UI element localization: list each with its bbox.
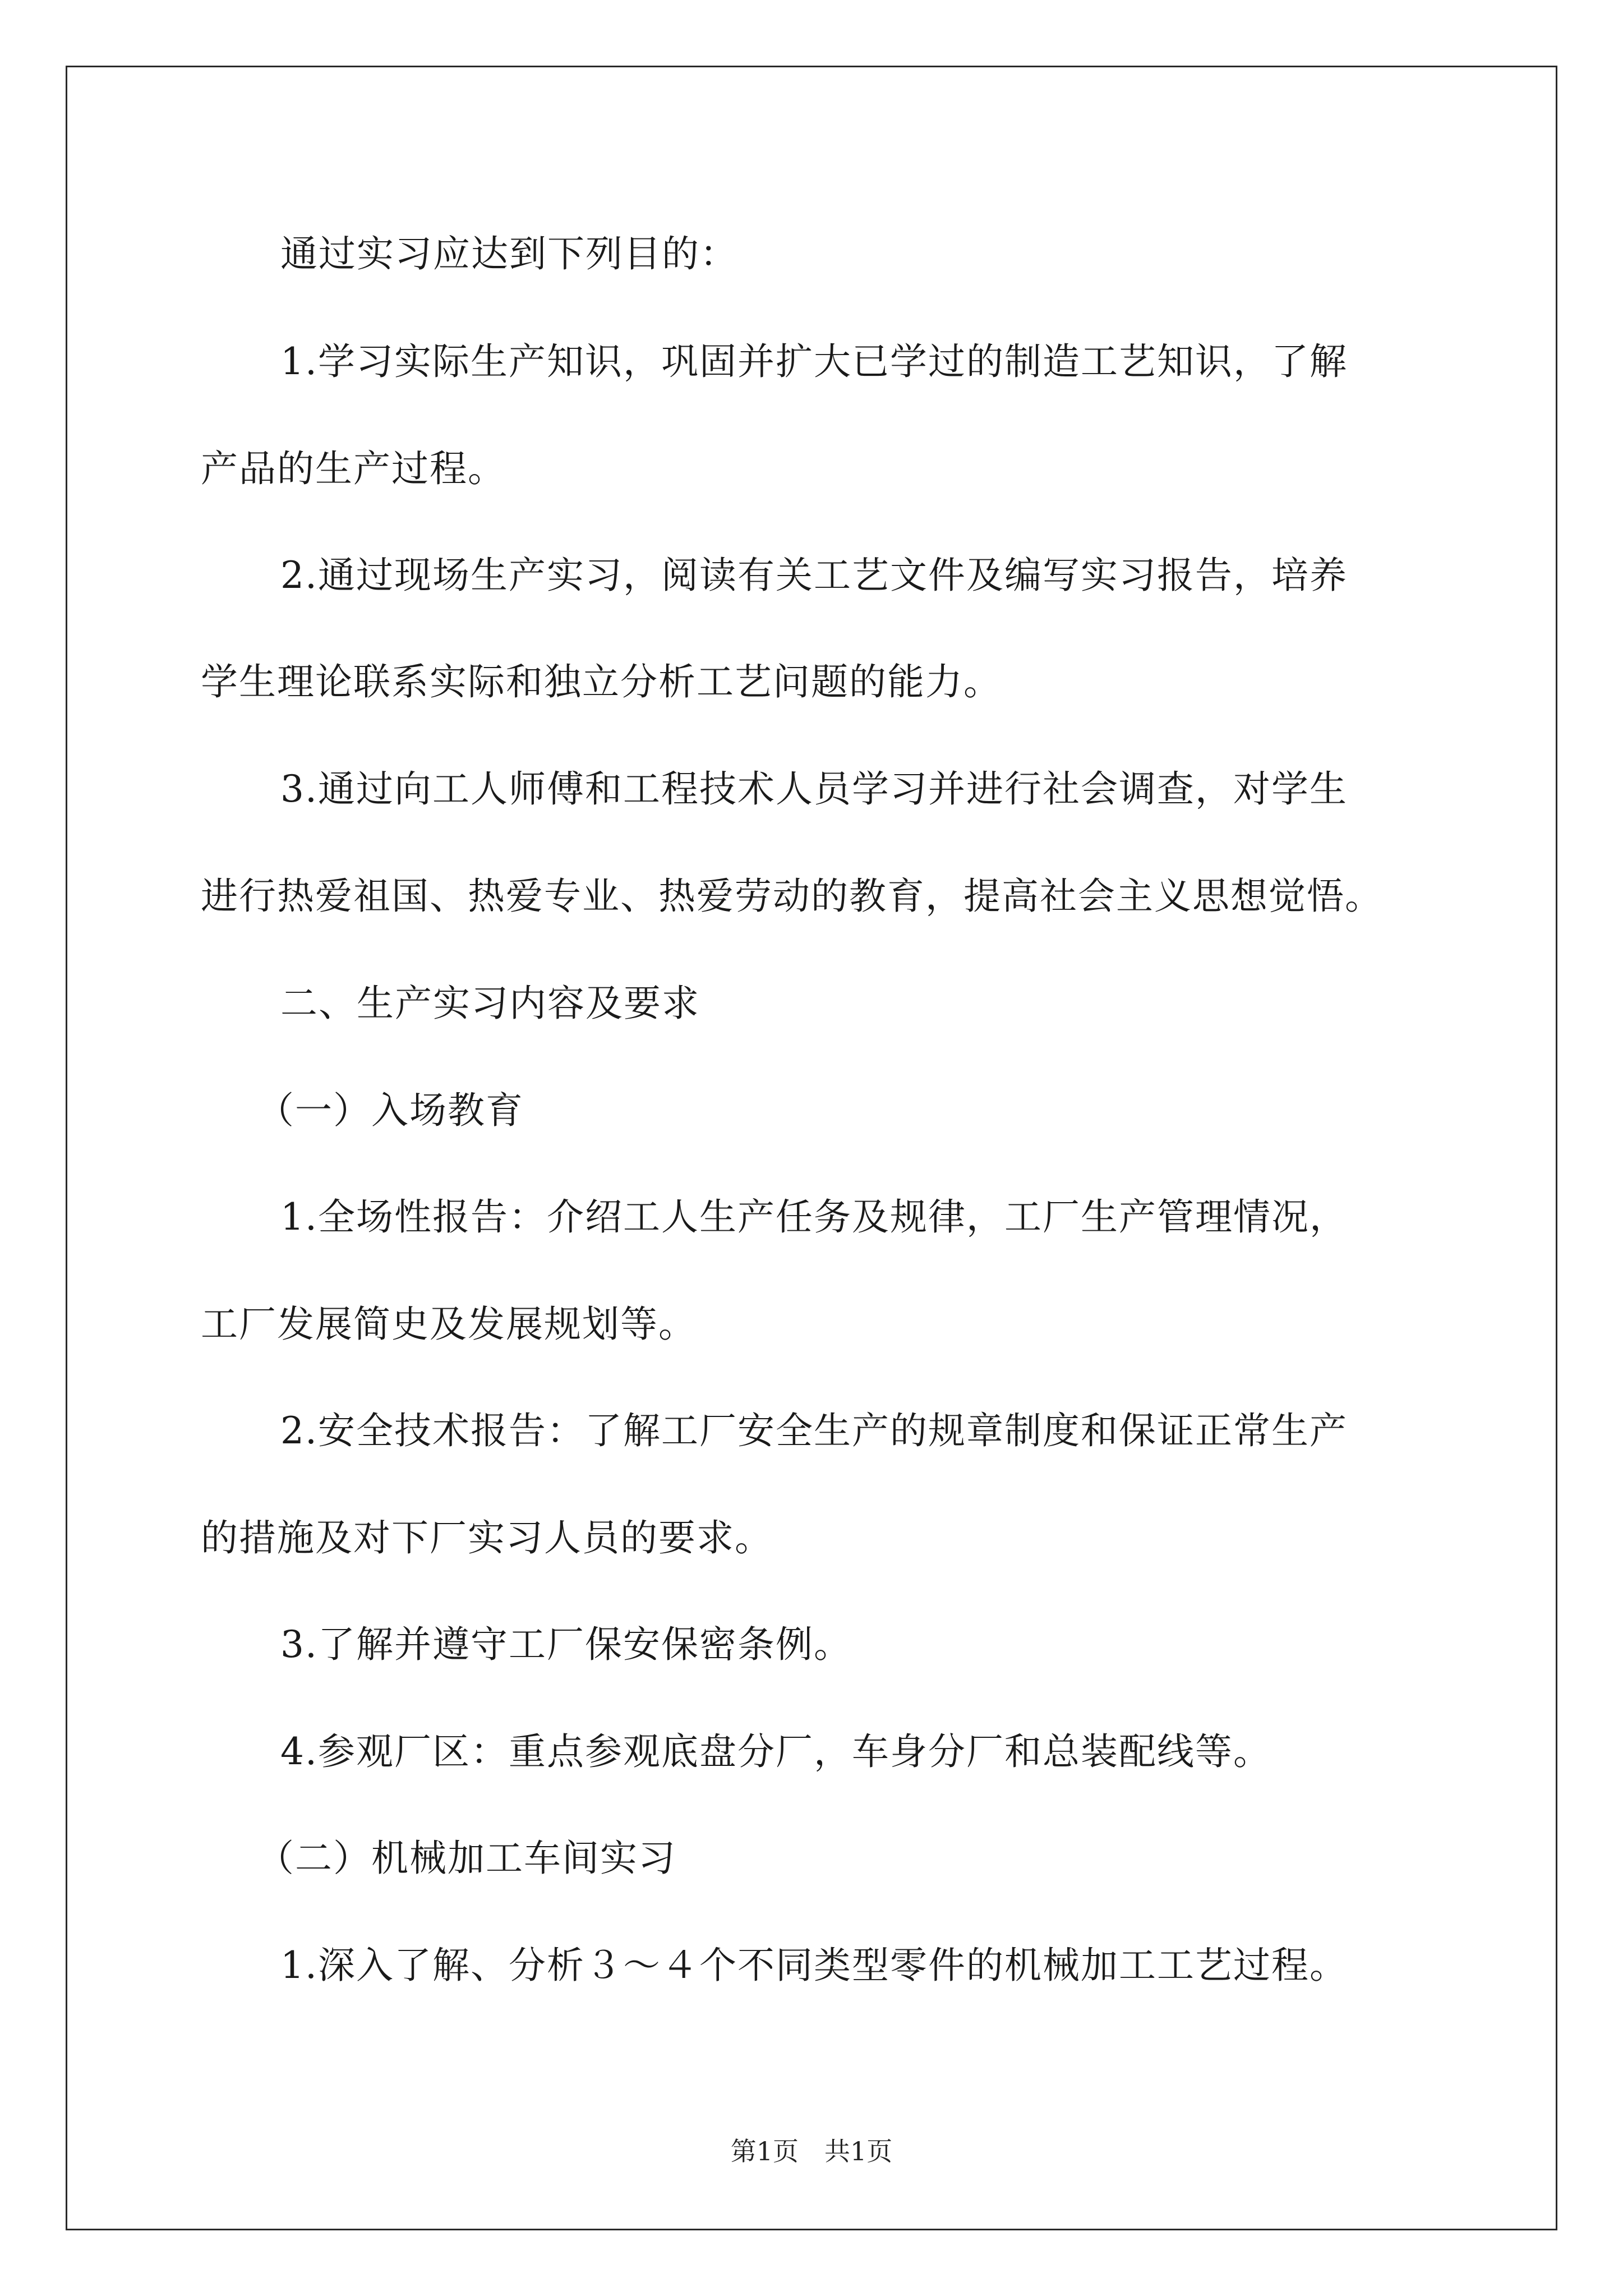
page-footer: 第1页 共1页: [730, 2136, 893, 2166]
paragraph-goal-2-line-2: 学生理论联系实际和独立分析工艺问题的能力。: [201, 660, 1002, 703]
subsection-heading-2: （二）机械加工车间实习: [257, 1837, 676, 1880]
page-border: [66, 66, 1557, 2230]
section-heading-2: 二、生产实习内容及要求: [280, 982, 700, 1025]
paragraph-goal-3-line-2: 进行热爱祖国、热爱专业、热爱劳动的教育，提高社会主义思想觉悟。: [201, 875, 1383, 918]
subsection-heading-1: （一）入场教育: [257, 1089, 524, 1132]
paragraph-intro: 通过实习应达到下列目的：: [280, 232, 738, 275]
paragraph-goal-1-line-2: 产品的生产过程。: [201, 447, 506, 490]
item-1-line-1: 1.全场性报告：介绍工人生产任务及规律，工厂生产管理情况，: [280, 1195, 1348, 1239]
item-2-line-1: 2.安全技术报告：了解工厂安全生产的规章制度和保证正常生产: [280, 1409, 1348, 1452]
item-4: 4.参观厂区：重点参观底盘分厂，车身分厂和总装配线等。: [280, 1730, 1271, 1773]
item-machining-1: 1.深入了解、分析３～４个不同类型零件的机械加工工艺过程。: [280, 1944, 1348, 1987]
item-3: 3.了解并遵守工厂保安保密条例。: [280, 1623, 852, 1666]
item-1-line-2: 工厂发展简史及发展规划等。: [201, 1303, 697, 1346]
paragraph-goal-2-line-1: 2.通过现场生产实习，阅读有关工艺文件及编写实习报告，培养: [280, 554, 1348, 597]
paragraph-goal-3-line-1: 3.通过向工人师傅和工程技术人员学习并进行社会调查，对学生: [280, 767, 1348, 811]
item-2-line-2: 的措施及对下厂实习人员的要求。: [201, 1516, 773, 1559]
paragraph-goal-1-line-1: 1.学习实际生产知识，巩固并扩大已学过的制造工艺知识，了解: [280, 340, 1348, 383]
